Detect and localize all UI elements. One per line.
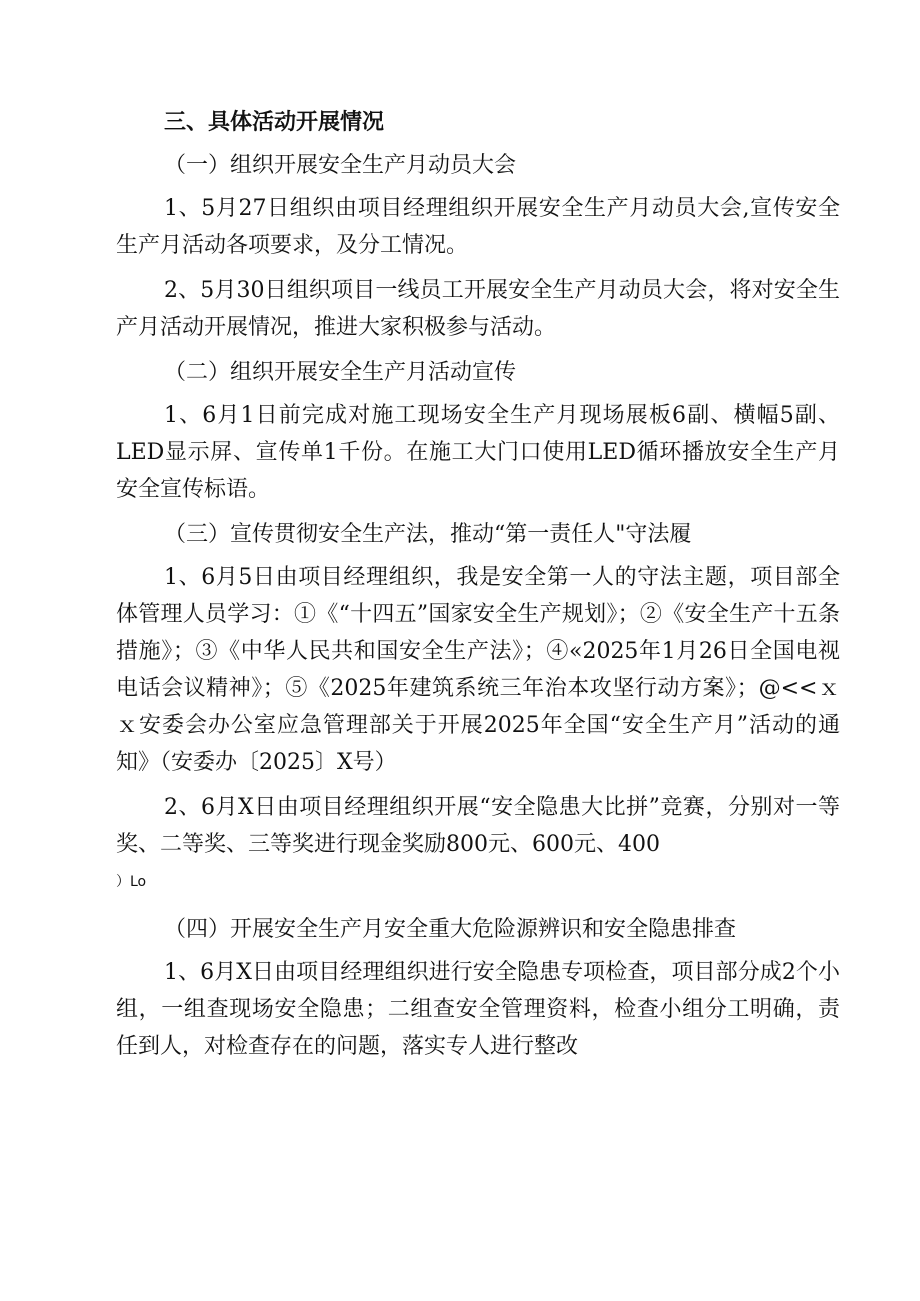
paragraph-3-1: 1、6月5日由项目经理组织，我是安全第一人的守法主题，项目部全体管理人员学习：①《“十四五”国家安全生产规划》；②《安全生产十五条措施》；③《中华人民共和国安全生产法》；④«2025年1月26日全国电视电话会议精神》；⑤《2025年建筑系统三年治本攻坚行动方案》；@<<ｘｘ安委会办公室应急管理部关于开展2025年全国“安全生产月”活动的通知》（安委办〔2025〕X号） [116,565,840,775]
paragraph-4-1: 1、6月X日由项目经理组织进行安全隐患专项检查，项目部分成2个小组，一组查现场安全隐患；二组查安全管理资料，检查小组分工明确，责任到人，对检查存在的问题，落实专人进行整改 [116,960,840,1059]
paragraph-1-1: 1、5月27日组织由项目经理组织开展安全生产月动员大会,宣传安全生产月活动各项要求，及分工情况。 [116,196,840,258]
section-title: 三、具体活动开展情况 [164,110,385,135]
subsection-title-3: （三）宣传贯彻安全生产法，推动“第一责任人"守法履 [164,522,692,547]
subsection-title-2: （二）组织开展安全生产月活动宣传 [164,360,517,385]
paragraph-1-2: 2、5月30日组织项目一线员工开展安全生产月动员大会，将对安全生产月活动开展情况，推进大家积极参与活动。 [116,278,840,340]
document-body [116,104,840,1073]
subsection-title-1: （一）组织开展安全生产月动员大会 [164,153,517,178]
paragraph-3-2: 2、6月X日由项目经理组织开展“安全隐患大比拼”竞赛，分别对一等奖、二等奖、三等奖进行现金奖励800元、600元、400 [116,795,840,857]
text-fragment: ）Lo [116,874,147,890]
subsection-title-4: （四）开展安全生产月安全重大危险源辨识和安全隐患排查 [164,917,737,942]
paragraph-2-1: 1、6月1日前完成对施工现场安全生产月现场展板6副、横幅5副、LED显示屏、宣传单1千份。在施工大门口使用LED循环播放安全生产月安全宣传标语。 [116,403,840,502]
